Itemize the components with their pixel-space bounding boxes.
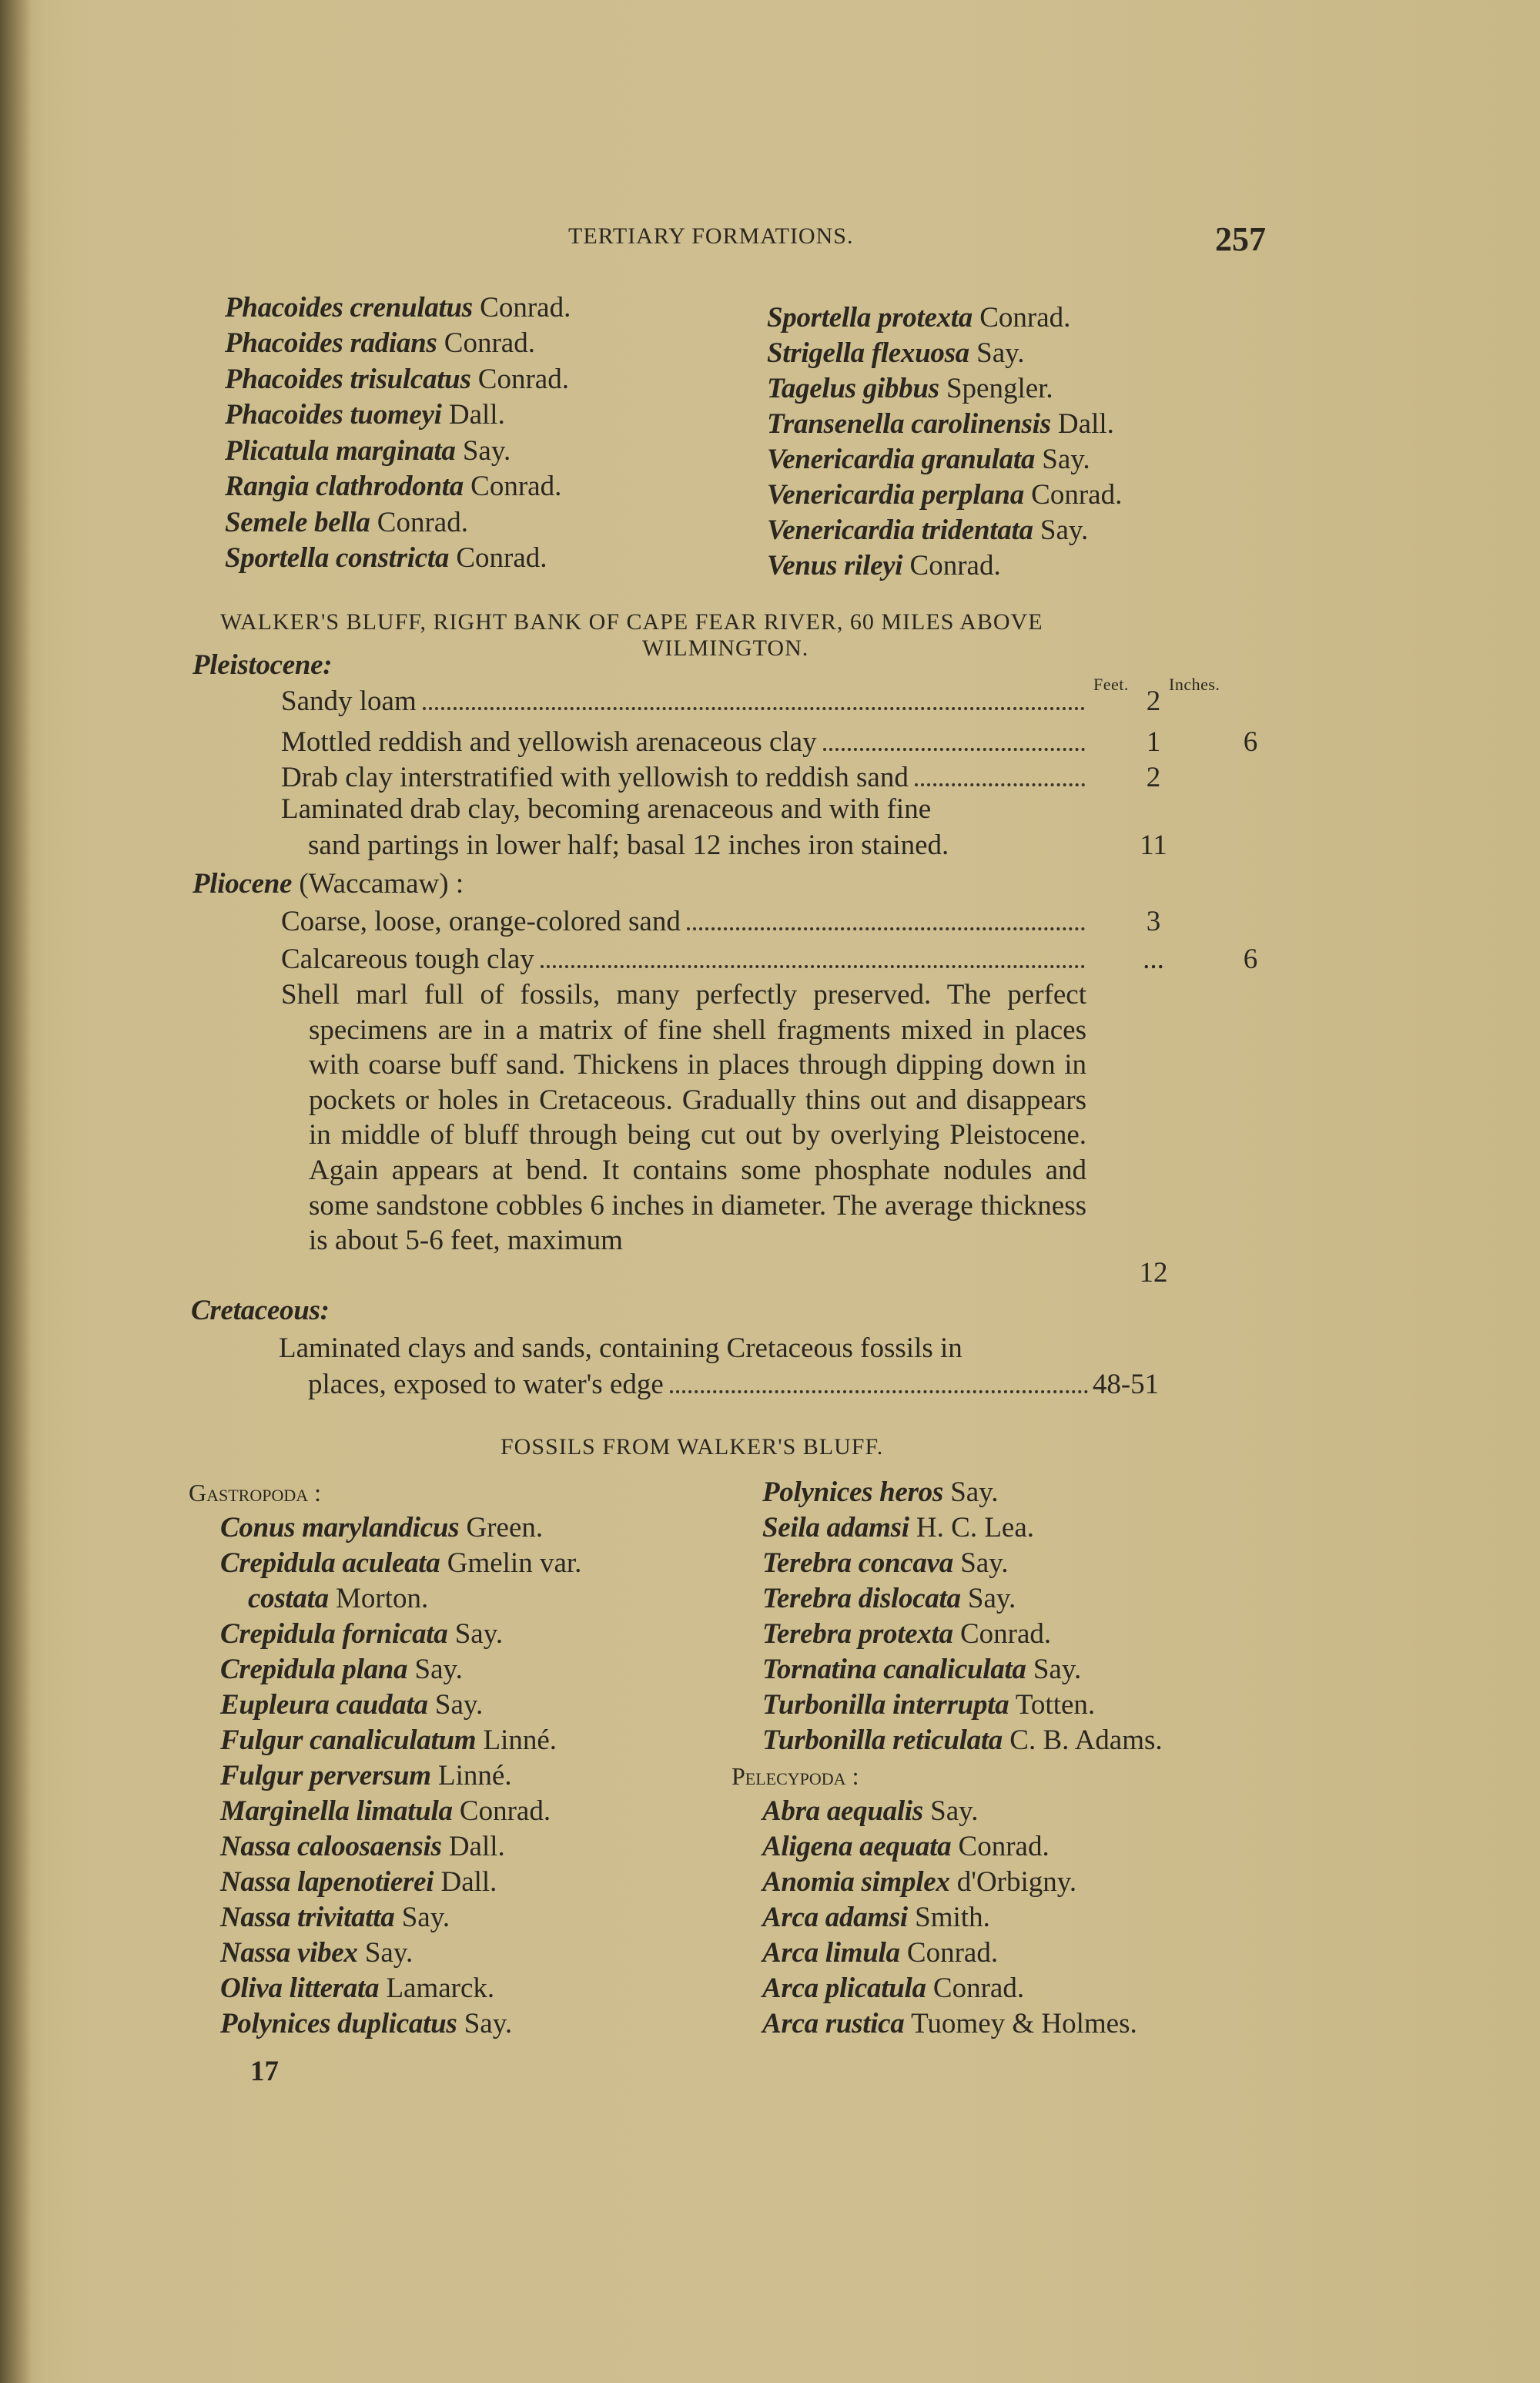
- author: Dall.: [448, 399, 505, 431]
- dot-leader: [423, 707, 1085, 710]
- feet-value: 1: [1146, 726, 1161, 758]
- formation-name: (Waccamaw) :: [299, 868, 464, 900]
- list-item: [225, 434, 511, 469]
- author: Conrad.: [444, 327, 535, 359]
- list-item: [225, 469, 561, 504]
- author: Green.: [466, 1512, 544, 1543]
- species-name: costata: [248, 1583, 329, 1614]
- species-name: Oliva litterata: [220, 1972, 380, 2004]
- layer-text-continued: sand partings in lower half; basal 12 inches iron stained.: [308, 830, 949, 861]
- species-name: Abra aequalis: [762, 1795, 923, 1827]
- inches-value: 6: [1243, 726, 1258, 758]
- list-item: [767, 548, 1001, 584]
- dot-leader: [823, 748, 1085, 751]
- list-item: [762, 1936, 998, 1971]
- list-item: [220, 1936, 413, 1971]
- list-item: [767, 300, 1070, 336]
- author: Say.: [1040, 514, 1089, 546]
- species-name: Venericardia tridentata: [767, 514, 1033, 546]
- layer-text: Sandy loam: [281, 685, 417, 717]
- species-name: Plicatula marginata: [225, 435, 456, 467]
- era-label-cretaceous: Cretaceous:: [191, 1295, 330, 1326]
- list-item: [762, 1475, 999, 1510]
- author: Say.: [1042, 444, 1090, 475]
- dot-leader: [541, 965, 1085, 968]
- species-name: Polynices heros: [762, 1476, 943, 1508]
- list-item: [762, 1900, 990, 1936]
- list-item: [220, 1829, 505, 1865]
- author: Dall.: [440, 1866, 497, 1898]
- author: Say.: [967, 1583, 1016, 1614]
- list-item: [762, 1794, 979, 1829]
- era-label-text: Pliocene: [192, 868, 293, 900]
- species-name: Arca adamsi: [762, 1902, 908, 1933]
- species-name: Aligena aequata: [762, 1831, 952, 1862]
- list-item: [220, 1546, 581, 1581]
- list-item: [762, 1581, 1016, 1617]
- list-item: [762, 1723, 1163, 1758]
- layer-row: [281, 760, 1090, 796]
- author: Say.: [454, 1618, 504, 1650]
- species-name: Arca limula: [762, 1937, 900, 1969]
- group-label-gastropoda: Gastropoda :: [189, 1479, 322, 1507]
- layer-row: [281, 684, 1090, 719]
- list-item: [762, 1546, 1009, 1581]
- species-name: Phacoides radians: [225, 327, 437, 359]
- author: Dall.: [1057, 408, 1114, 440]
- layer-text: Laminated drab clay, becoming arenaceous and with fine: [281, 793, 932, 825]
- author: Dall.: [448, 1831, 505, 1862]
- species-name: Eupleura caudata: [220, 1689, 428, 1721]
- feet-value: 3: [1146, 906, 1161, 937]
- author: Conrad.: [456, 542, 547, 574]
- list-item: [220, 1510, 543, 1546]
- species-name: Turbonilla reticulata: [762, 1724, 1003, 1756]
- species-name: Crepidula plana: [220, 1654, 408, 1685]
- list-item: [248, 1581, 428, 1617]
- species-name: Crepidula fornicata: [220, 1618, 448, 1650]
- list-item: [767, 336, 1024, 371]
- list-item: [762, 2006, 1137, 2042]
- author: Conrad.: [958, 1831, 1050, 1862]
- author: Morton.: [336, 1583, 429, 1614]
- signature-mark: 17: [250, 2056, 279, 2087]
- species-name: Terebra concava: [762, 1547, 953, 1579]
- page-number: 257: [1215, 220, 1266, 258]
- feet-value: 12: [1139, 1257, 1168, 1289]
- author: Lamarck.: [386, 1972, 495, 2004]
- species-name: Venericardia perplana: [767, 479, 1024, 511]
- author: C. B. Adams.: [1009, 1724, 1163, 1756]
- list-item: [220, 1900, 450, 1936]
- list-item: [220, 1865, 497, 1900]
- era-label-pleistocene: Pleistocene:: [192, 649, 333, 681]
- list-item: [225, 505, 468, 541]
- feet-value: ...: [1143, 943, 1164, 975]
- layer-text: Laminated clays and sands, containing Cretaceous fossils in: [279, 1332, 962, 1364]
- dot-leader: [915, 783, 1085, 786]
- author: Say.: [364, 1937, 413, 1969]
- author: Say.: [960, 1547, 1009, 1579]
- author: Gmelin var.: [447, 1547, 582, 1579]
- author: Tuomey & Holmes.: [911, 2008, 1137, 2039]
- author: Linné.: [483, 1724, 557, 1756]
- species-name: Sportella protexta: [767, 302, 973, 333]
- species-name: Transenella carolinensis: [767, 408, 1051, 440]
- author: Linné.: [438, 1760, 512, 1791]
- species-name: Phacoides crenulatus: [225, 292, 473, 323]
- column-header-inches: Inches.: [1169, 675, 1220, 694]
- group-label-pelecypoda: Pelecypoda :: [732, 1762, 859, 1790]
- author: Say.: [1033, 1654, 1082, 1685]
- species-name: Tagelus gibbus: [767, 373, 939, 404]
- author: Totten.: [1015, 1689, 1096, 1721]
- species-name: Fulgur canaliculatum: [220, 1724, 477, 1756]
- layer-row: [308, 1367, 1090, 1403]
- feet-value: 11: [1140, 830, 1167, 861]
- species-name: Sportella constricta: [225, 542, 450, 574]
- author: Say.: [462, 435, 511, 467]
- author: Conrad.: [979, 302, 1071, 333]
- list-item: [220, 1652, 463, 1688]
- layer-text-continued: places, exposed to water's edge: [308, 1369, 664, 1400]
- list-item: [767, 478, 1122, 513]
- species-name: Phacoides trisulcatus: [225, 364, 471, 395]
- list-item: [220, 1688, 483, 1723]
- list-item: [767, 371, 1053, 407]
- species-name: Nassa lapenotierei: [220, 1866, 434, 1898]
- list-item: [767, 513, 1088, 548]
- layer-text: Coarse, loose, orange-colored sand: [281, 906, 681, 937]
- list-item: [220, 1617, 503, 1652]
- list-item: [225, 326, 535, 361]
- layer-text: Mottled reddish and yellowish arenaceous clay: [281, 726, 817, 758]
- species-name: Terebra dislocata: [762, 1583, 961, 1614]
- layer-row: [281, 904, 1090, 940]
- list-item: [220, 1758, 512, 1794]
- list-item: [225, 290, 571, 326]
- species-name: Nassa vibex: [220, 1937, 358, 1969]
- author: Conrad.: [459, 1795, 551, 1827]
- list-item: [225, 362, 569, 397]
- section-title-line1: WALKER'S BLUFF, RIGHT BANK OF CAPE FEAR RIVER, 60 MILES ABOVE: [220, 609, 1043, 635]
- species-name: Strigella flexuosa: [767, 337, 969, 369]
- layer-row: [281, 942, 1090, 977]
- author: Conrad.: [909, 550, 1001, 582]
- era-label-pliocene: [192, 866, 464, 902]
- list-item: [220, 1971, 494, 2006]
- species-name: Crepidula aculeata: [220, 1547, 440, 1579]
- layer-row: [281, 725, 1090, 760]
- author: Conrad.: [477, 364, 569, 395]
- species-name: Tornatina canaliculata: [762, 1654, 1026, 1685]
- author: d'Orbigny.: [956, 1866, 1077, 1898]
- author: H. C. Lea.: [916, 1512, 1035, 1543]
- species-name: Marginella limatula: [220, 1795, 453, 1827]
- author: Spengler.: [946, 373, 1053, 404]
- list-item: [762, 1617, 1051, 1652]
- dot-leader: [670, 1390, 1088, 1393]
- species-name: Nassa caloosaensis: [220, 1831, 442, 1862]
- list-item: [767, 407, 1114, 442]
- list-item: [220, 2006, 512, 2042]
- author: Conrad.: [377, 507, 468, 538]
- species-name: Conus marylandicus: [220, 1512, 460, 1543]
- layer-paragraph-shell-marl: Shell marl full of fossils, many perfectly preserved. The perfect specimens are in a matrix of fine shell fragments mixed in places with coarse buff sand. Thickens in places through dipping down in pockets or holes in Cretaceous. Gradually thins out and disappears in middle of bluff through being cut out by overlying Pleistocene. Again appears at bend. It contains some phosphate nodules and some sandstone cobbles 6 inches in diameter. The average thickness is about 5-6 feet, maximum: [281, 979, 1086, 1257]
- list-item: [220, 1794, 551, 1829]
- list-item: [225, 541, 547, 576]
- feet-value: 48-51: [1092, 1369, 1160, 1400]
- species-name: Turbonilla interrupta: [762, 1689, 1009, 1721]
- list-item: [762, 1865, 1076, 1900]
- layer-text: Calcareous tough clay: [281, 943, 534, 975]
- fossils-title: FOSSILS FROM WALKER'S BLUFF.: [500, 1434, 884, 1460]
- author: Conrad.: [470, 471, 562, 502]
- author: Say.: [930, 1795, 979, 1827]
- list-item: [762, 1688, 1095, 1723]
- author: Conrad.: [959, 1618, 1052, 1650]
- list-item: [220, 1723, 557, 1758]
- author: Conrad.: [480, 292, 571, 323]
- species-name: Phacoides tuomeyi: [225, 399, 442, 431]
- author: Say.: [976, 337, 1025, 369]
- author: Conrad.: [1031, 479, 1123, 511]
- species-name: Venus rileyi: [767, 550, 903, 582]
- dot-leader: [687, 927, 1085, 930]
- species-name: Arca plicatula: [762, 1972, 926, 2004]
- species-name: Nassa trivitatta: [220, 1902, 395, 1933]
- species-name: Arca rustica: [762, 2008, 905, 2039]
- author: Say.: [950, 1476, 999, 1508]
- feet-value: 2: [1146, 685, 1161, 717]
- list-item: [762, 1829, 1050, 1865]
- feet-value: 2: [1146, 762, 1161, 793]
- species-name: Anomia simplex: [762, 1866, 950, 1898]
- list-item: [762, 1510, 1034, 1546]
- list-item: [762, 1971, 1024, 2006]
- running-title: TERTIARY FORMATIONS.: [568, 223, 854, 249]
- list-item: [225, 397, 505, 433]
- species-name: Fulgur perversum: [220, 1760, 431, 1791]
- species-name: Venericardia granulata: [767, 444, 1036, 475]
- list-item: [767, 442, 1090, 478]
- author: Say.: [464, 2008, 513, 2039]
- column-header-feet: Feet.: [1093, 675, 1129, 694]
- author: Say.: [414, 1654, 463, 1685]
- layer-text: Drab clay interstratified with yellowish to reddish sand: [281, 762, 909, 793]
- species-name: Seila adamsi: [762, 1512, 909, 1543]
- page-binding-shadow: [0, 0, 31, 2383]
- list-item: [762, 1652, 1081, 1688]
- section-title-line2: WILMINGTON.: [642, 635, 809, 661]
- author: Say.: [401, 1902, 450, 1933]
- species-name: Polynices duplicatus: [220, 2008, 457, 2039]
- species-name: Rangia clathrodonta: [225, 471, 464, 502]
- author: Smith.: [915, 1902, 990, 1933]
- species-name: Terebra protexta: [762, 1618, 953, 1650]
- author: Say.: [434, 1689, 484, 1721]
- species-name: Semele bella: [225, 507, 370, 538]
- author: Conrad.: [932, 1972, 1025, 2004]
- author: Conrad.: [906, 1937, 999, 1969]
- inches-value: 6: [1243, 943, 1258, 975]
